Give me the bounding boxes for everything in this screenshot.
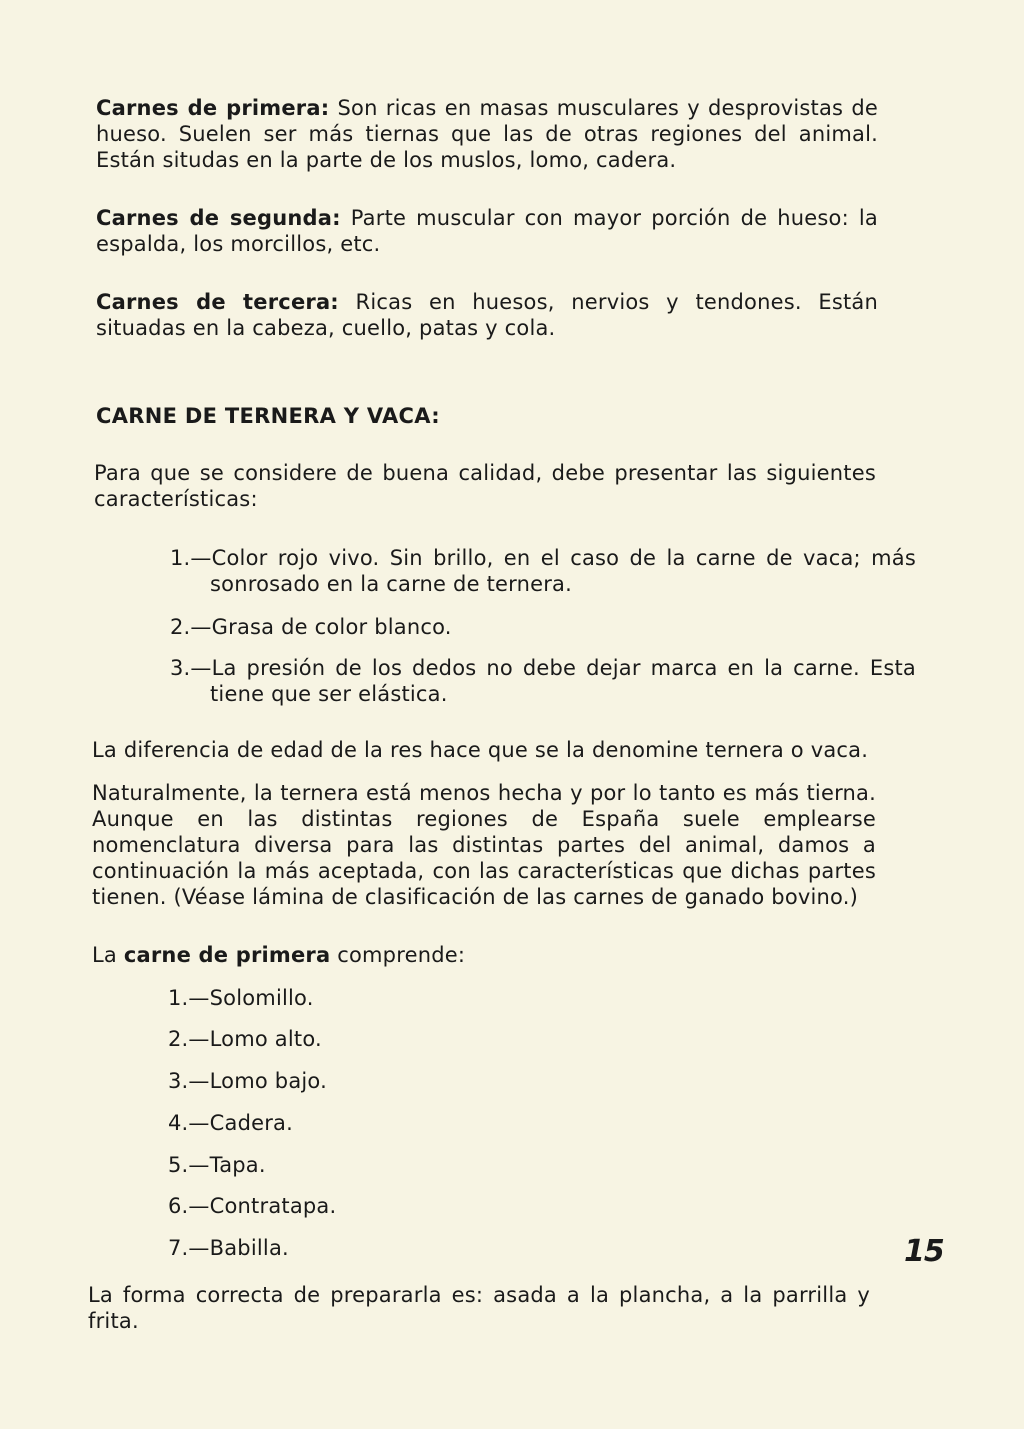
term-carnes-segunda: Carnes de segunda: xyxy=(96,206,341,230)
page-number: 15 xyxy=(904,1234,944,1269)
term-carnes-tercera: Carnes de tercera: xyxy=(96,290,339,314)
definition-carnes-segunda: Parte muscular con mayor porción de hueso: la espalda, los morcillos, etc. xyxy=(96,206,879,256)
definition-carnes-tercera: Ricas en huesos, nervios y tendones. Están situadas en la cabeza, cuello, patas y cola. xyxy=(96,290,879,340)
term-carnes-primera: Carnes de primera: xyxy=(96,96,330,120)
nomenclature-paragraph: Naturalmente, la ternera está menos hecha y por lo tanto es más tierna. Aunque en las distintas regiones de España suele emplearse nomenclatura diversa para las distintas partes del animal, damos a continuación la más aceptada, con las características que dichas partes tienen. (Véase lámina de clasificación de las carnes de ganado bovino.) xyxy=(92,781,876,909)
paragraph-carnes-primera xyxy=(96,95,878,173)
section-heading: CARNE DE TERNERA Y VACA: xyxy=(96,404,440,428)
primera-intro-after: comprende: xyxy=(330,943,466,967)
characteristic-item-3: 3.—La presión de los dedos no debe dejar marca en la carne. Esta tiene que ser elástica. xyxy=(170,656,916,706)
primera-intro-term: carne de primera xyxy=(123,943,331,967)
primera-item-5: 5.—Tapa. xyxy=(168,1153,266,1177)
primera-intro-before: La xyxy=(92,943,124,967)
primera-item-3: 3.—Lomo bajo. xyxy=(168,1069,327,1093)
paragraph-carnes-tercera xyxy=(96,289,878,341)
intro-paragraph: Para que se considere de buena calidad, debe presentar las siguientes características: xyxy=(94,461,876,511)
primera-item-6: 6.—Contratapa. xyxy=(168,1194,337,1218)
primera-item-7: 7.—Babilla. xyxy=(168,1236,289,1260)
primera-item-1: 1.—Solomillo. xyxy=(168,986,314,1010)
primera-intro xyxy=(92,942,876,968)
primera-item-4: 4.—Cadera. xyxy=(168,1111,293,1135)
primera-item-2: 2.—Lomo alto. xyxy=(168,1027,322,1051)
preparation-paragraph: La forma correcta de prepararla es: asada a la plancha, a la parrilla y frita. xyxy=(88,1283,870,1333)
characteristic-text-1: 1.—Color rojo vivo. Sin brillo, en el caso de la carne de vaca; más sonrosado en la carne de ternera. xyxy=(170,546,916,596)
paragraph-carnes-segunda xyxy=(96,205,878,257)
age-note-paragraph: La diferencia de edad de la res hace que se la denomine ternera o vaca. xyxy=(92,738,869,762)
characteristic-item-1 xyxy=(170,545,916,597)
definition-carnes-primera: Son ricas en masas musculares y desprovistas de hueso. Suelen ser más tiernas que las de otras regiones del animal. Están situdas en la parte de los muslos, lomo, cadera. xyxy=(96,96,879,172)
characteristic-item-2: 2.—Grasa de color blanco. xyxy=(170,615,452,639)
